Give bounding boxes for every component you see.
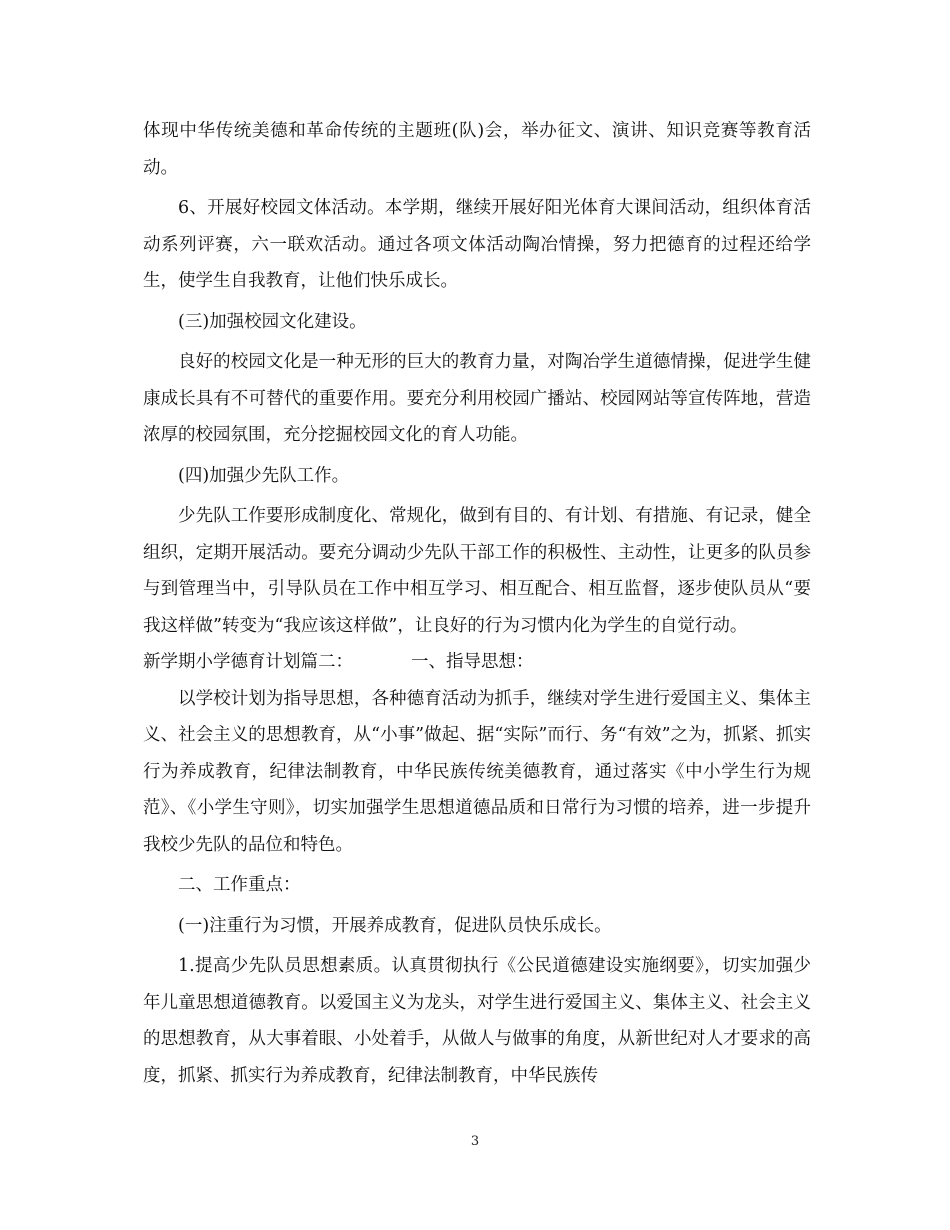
subheading-work-focus: 二、工作重点： bbox=[178, 875, 301, 895]
paragraph-3: 良好的校园文化是一种无形的巨大的教育力量，对陶冶学生道德情操，促进学生健康成长具有不可替代的重要作用。要充分利用校园广播站、校园网站等宣传阵地，营造浓厚的校园氛围，充分挖掘校园文化的育人功能。 bbox=[143, 352, 811, 445]
page-number: 3 bbox=[470, 1134, 480, 1149]
section-heading-subtitle: 一、指导思想： bbox=[411, 652, 534, 672]
paragraph-6: 1.提高少先队员思想素质。认真贯彻执行《公民道德建设实施纲要》，切实加强少年儿童思想道德教育。以爱国主义为龙头，对学生进行爱国主义、集体主义、社会主义的思想教育，从大事着眼、小处着手，从做人与做事的角度，从新世纪对人才要求的高度，抓紧、抓实行为养成教育，纪律法制教育，中华民族传 bbox=[143, 956, 811, 1086]
paragraph-1: 体现中华传统美德和革命传统的主题班(队)会，举办征文、演讲、知识竞赛等教育活动。 bbox=[143, 121, 811, 178]
document-body bbox=[143, 113, 811, 1094]
paragraph-4: 少先队工作要形成制度化、常规化，做到有目的、有计划、有措施、有记录，健全组织，定期开展活动。要充分调动少先队干部工作的积极性、主动性，让更多的队员参与到管理当中，引导队员在工作中相互学习、相互配合、相互监督，逐步使队员从“要我这样做”转变为“我应该这样做”，让良好的行为习惯内化为学生的自觉行动。 bbox=[143, 506, 811, 636]
paragraph-5: 以学校计划为指导思想，各种德育活动为抓手，继续对学生进行爱国主义、集体主义、社会主义的思想教育，从“小事”做起、据“实际”而行、务“有效”之为，抓紧、抓实行为养成教育，纪律法制教育，中华民族传统美德教育，通过落实《中小学生行为规范》、《小学生守则》，切实加强学生思想道德品质和日常行为习惯的培养，进一步提升我校少先队的品位和特色。 bbox=[143, 688, 811, 855]
subheading-culture: (三)加强校园文化建设。 bbox=[178, 311, 367, 332]
paragraph-2: 6、开展好校园文体活动。本学期，继续开展好阳光体育大课间活动，组织体育活动系列评赛，六一联欢活动。通过各项文体活动陶冶情操，努力把德育的过程还给学生，使学生自我教育，让他们快乐成长。 bbox=[143, 198, 811, 291]
section-heading bbox=[143, 644, 811, 681]
section-heading-title: 新学期小学德育计划篇二： bbox=[143, 652, 353, 672]
subheading-pioneers: (四)加强少先队工作。 bbox=[178, 465, 350, 486]
subheading-habits: (一)注重行为习惯，开展养成教育，促进队员快乐成长。 bbox=[178, 915, 612, 936]
